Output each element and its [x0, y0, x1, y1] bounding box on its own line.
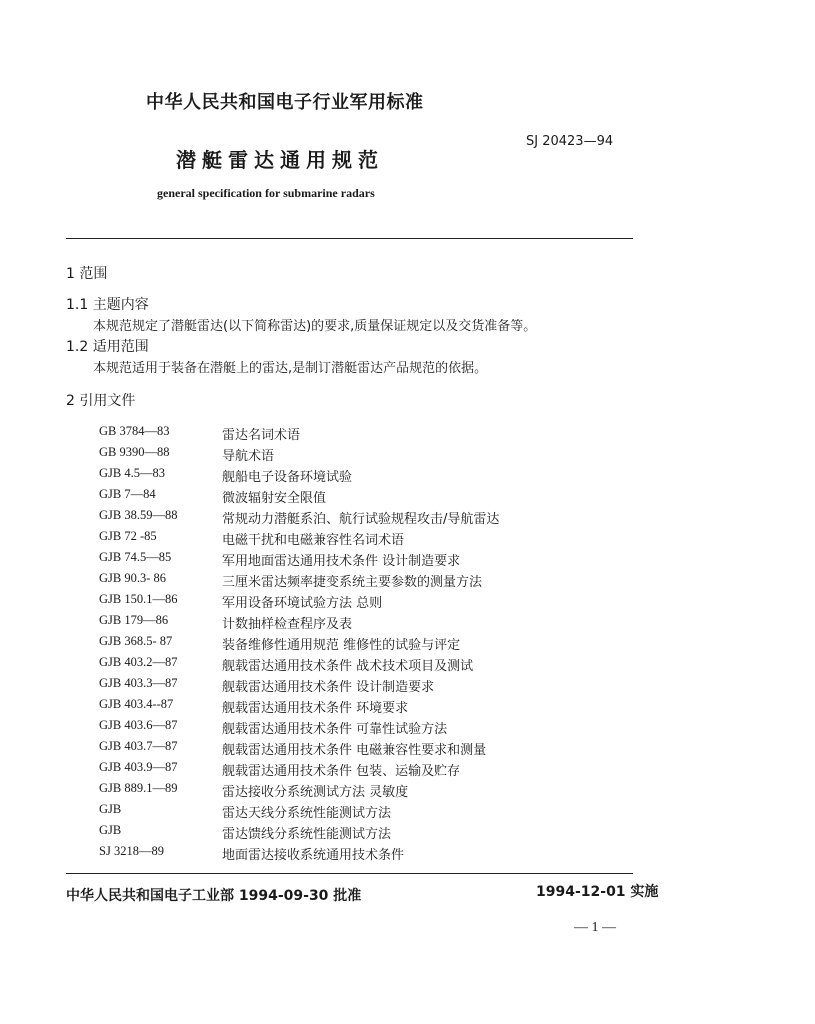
- reference-title: 舰载雷达通用技术条件 可靠性试验方法: [222, 722, 448, 737]
- reference-code: GJB 74.5—85: [99, 550, 172, 564]
- reference-code: GJB 72 -85: [99, 529, 157, 543]
- section-1-2-heading: 1.2 适用范围: [66, 339, 149, 355]
- document-subtitle: general specification for submarine radars: [157, 186, 375, 200]
- reference-title: 雷达名词术语: [222, 428, 301, 443]
- reference-code: SJ 3218—89: [99, 844, 164, 858]
- reference-title: 电磁干扰和电磁兼容性名词术语: [222, 533, 405, 548]
- reference-code: GJB 7—84: [99, 487, 156, 501]
- reference-code: GJB 90.3- 86: [99, 571, 167, 585]
- reference-code: GJB 403.4--87: [99, 697, 174, 711]
- reference-title: 军用设备环境试验方法 总则: [222, 596, 383, 611]
- reference-code: GJB 179—86: [99, 613, 169, 627]
- reference-title: 计数抽样检查程序及表: [222, 617, 353, 632]
- reference-code: GJB 889.1—89: [99, 781, 178, 795]
- reference-code: GJB 368.5- 87: [99, 634, 173, 648]
- section-2-heading: 2 引用文件: [66, 393, 136, 409]
- page-number: — 1 —: [574, 920, 616, 935]
- reference-title: 地面雷达接收系统通用技术条件: [222, 848, 405, 863]
- reference-title: 舰载雷达通用技术条件 战术技术项目及测试: [222, 659, 474, 674]
- reference-code: GB 3784—83: [99, 424, 170, 438]
- reference-title: 军用地面雷达通用技术条件 设计制造要求: [222, 554, 461, 569]
- reference-code: GJB 403.9—87: [99, 760, 178, 774]
- approval-line: 中华人民共和国电子工业部 1994-09-30 批准: [66, 888, 362, 904]
- reference-code: GJB 4.5—83: [99, 466, 165, 480]
- section-1-heading: 1 范围: [66, 266, 108, 282]
- reference-code: GJB 403.3—87: [99, 676, 178, 690]
- reference-code: GJB: [99, 802, 122, 816]
- reference-title: 常规动力潜艇系泊、航行试验规程攻击/导航雷达: [222, 512, 500, 527]
- reference-title: 雷达馈线分系统性能测试方法: [222, 827, 392, 842]
- reference-code: GJB 403.2—87: [99, 655, 178, 669]
- standard-code: SJ 20423—94: [526, 134, 614, 149]
- reference-title: 雷达接收分系统测试方法 灵敏度: [222, 785, 409, 800]
- reference-code: GJB 38.59—88: [99, 508, 178, 522]
- reference-title: 导航术语: [222, 449, 275, 464]
- section-1-1-heading: 1.1 主题内容: [66, 297, 149, 313]
- reference-title: 微波辐射安全限值: [222, 491, 327, 506]
- reference-title: 舰载雷达通用技术条件 设计制造要求: [222, 680, 435, 695]
- reference-code: GJB 403.7—87: [99, 739, 178, 753]
- section-1-2-text: 本规范适用于装备在潜艇上的雷达,是制订潜艇雷达产品规范的依据。: [93, 361, 488, 376]
- effective-date: 1994-12-01 实施: [536, 884, 659, 900]
- reference-title: 三厘米雷达频率捷变系统主要参数的测量方法: [222, 575, 483, 590]
- reference-code: GB 9390—88: [99, 445, 170, 459]
- footer-divider: [66, 873, 633, 874]
- reference-title: 装备维修性通用规范 维修性的试验与评定: [222, 638, 461, 653]
- reference-title: 雷达天线分系统性能测试方法: [222, 806, 392, 821]
- reference-code: GJB 403.6—87: [99, 718, 178, 732]
- issuing-organization: 中华人民共和国电子行业军用标准: [146, 92, 424, 113]
- reference-title: 舰载雷达通用技术条件 包装、运输及贮存: [222, 764, 461, 779]
- section-1-1-text: 本规范规定了潜艇雷达(以下简称雷达)的要求,质量保证规定以及交货准备等。: [93, 319, 537, 334]
- reference-title: 舰载雷达通用技术条件 环境要求: [222, 701, 409, 716]
- reference-code: GJB: [99, 823, 122, 837]
- reference-title: 舰船电子设备环境试验: [222, 470, 353, 485]
- reference-title: 舰载雷达通用技术条件 电磁兼容性要求和测量: [222, 743, 487, 758]
- header-divider: [66, 238, 633, 239]
- document-title: 潜艇雷达通用规范: [176, 148, 384, 172]
- reference-code: GJB 150.1—86: [99, 592, 178, 606]
